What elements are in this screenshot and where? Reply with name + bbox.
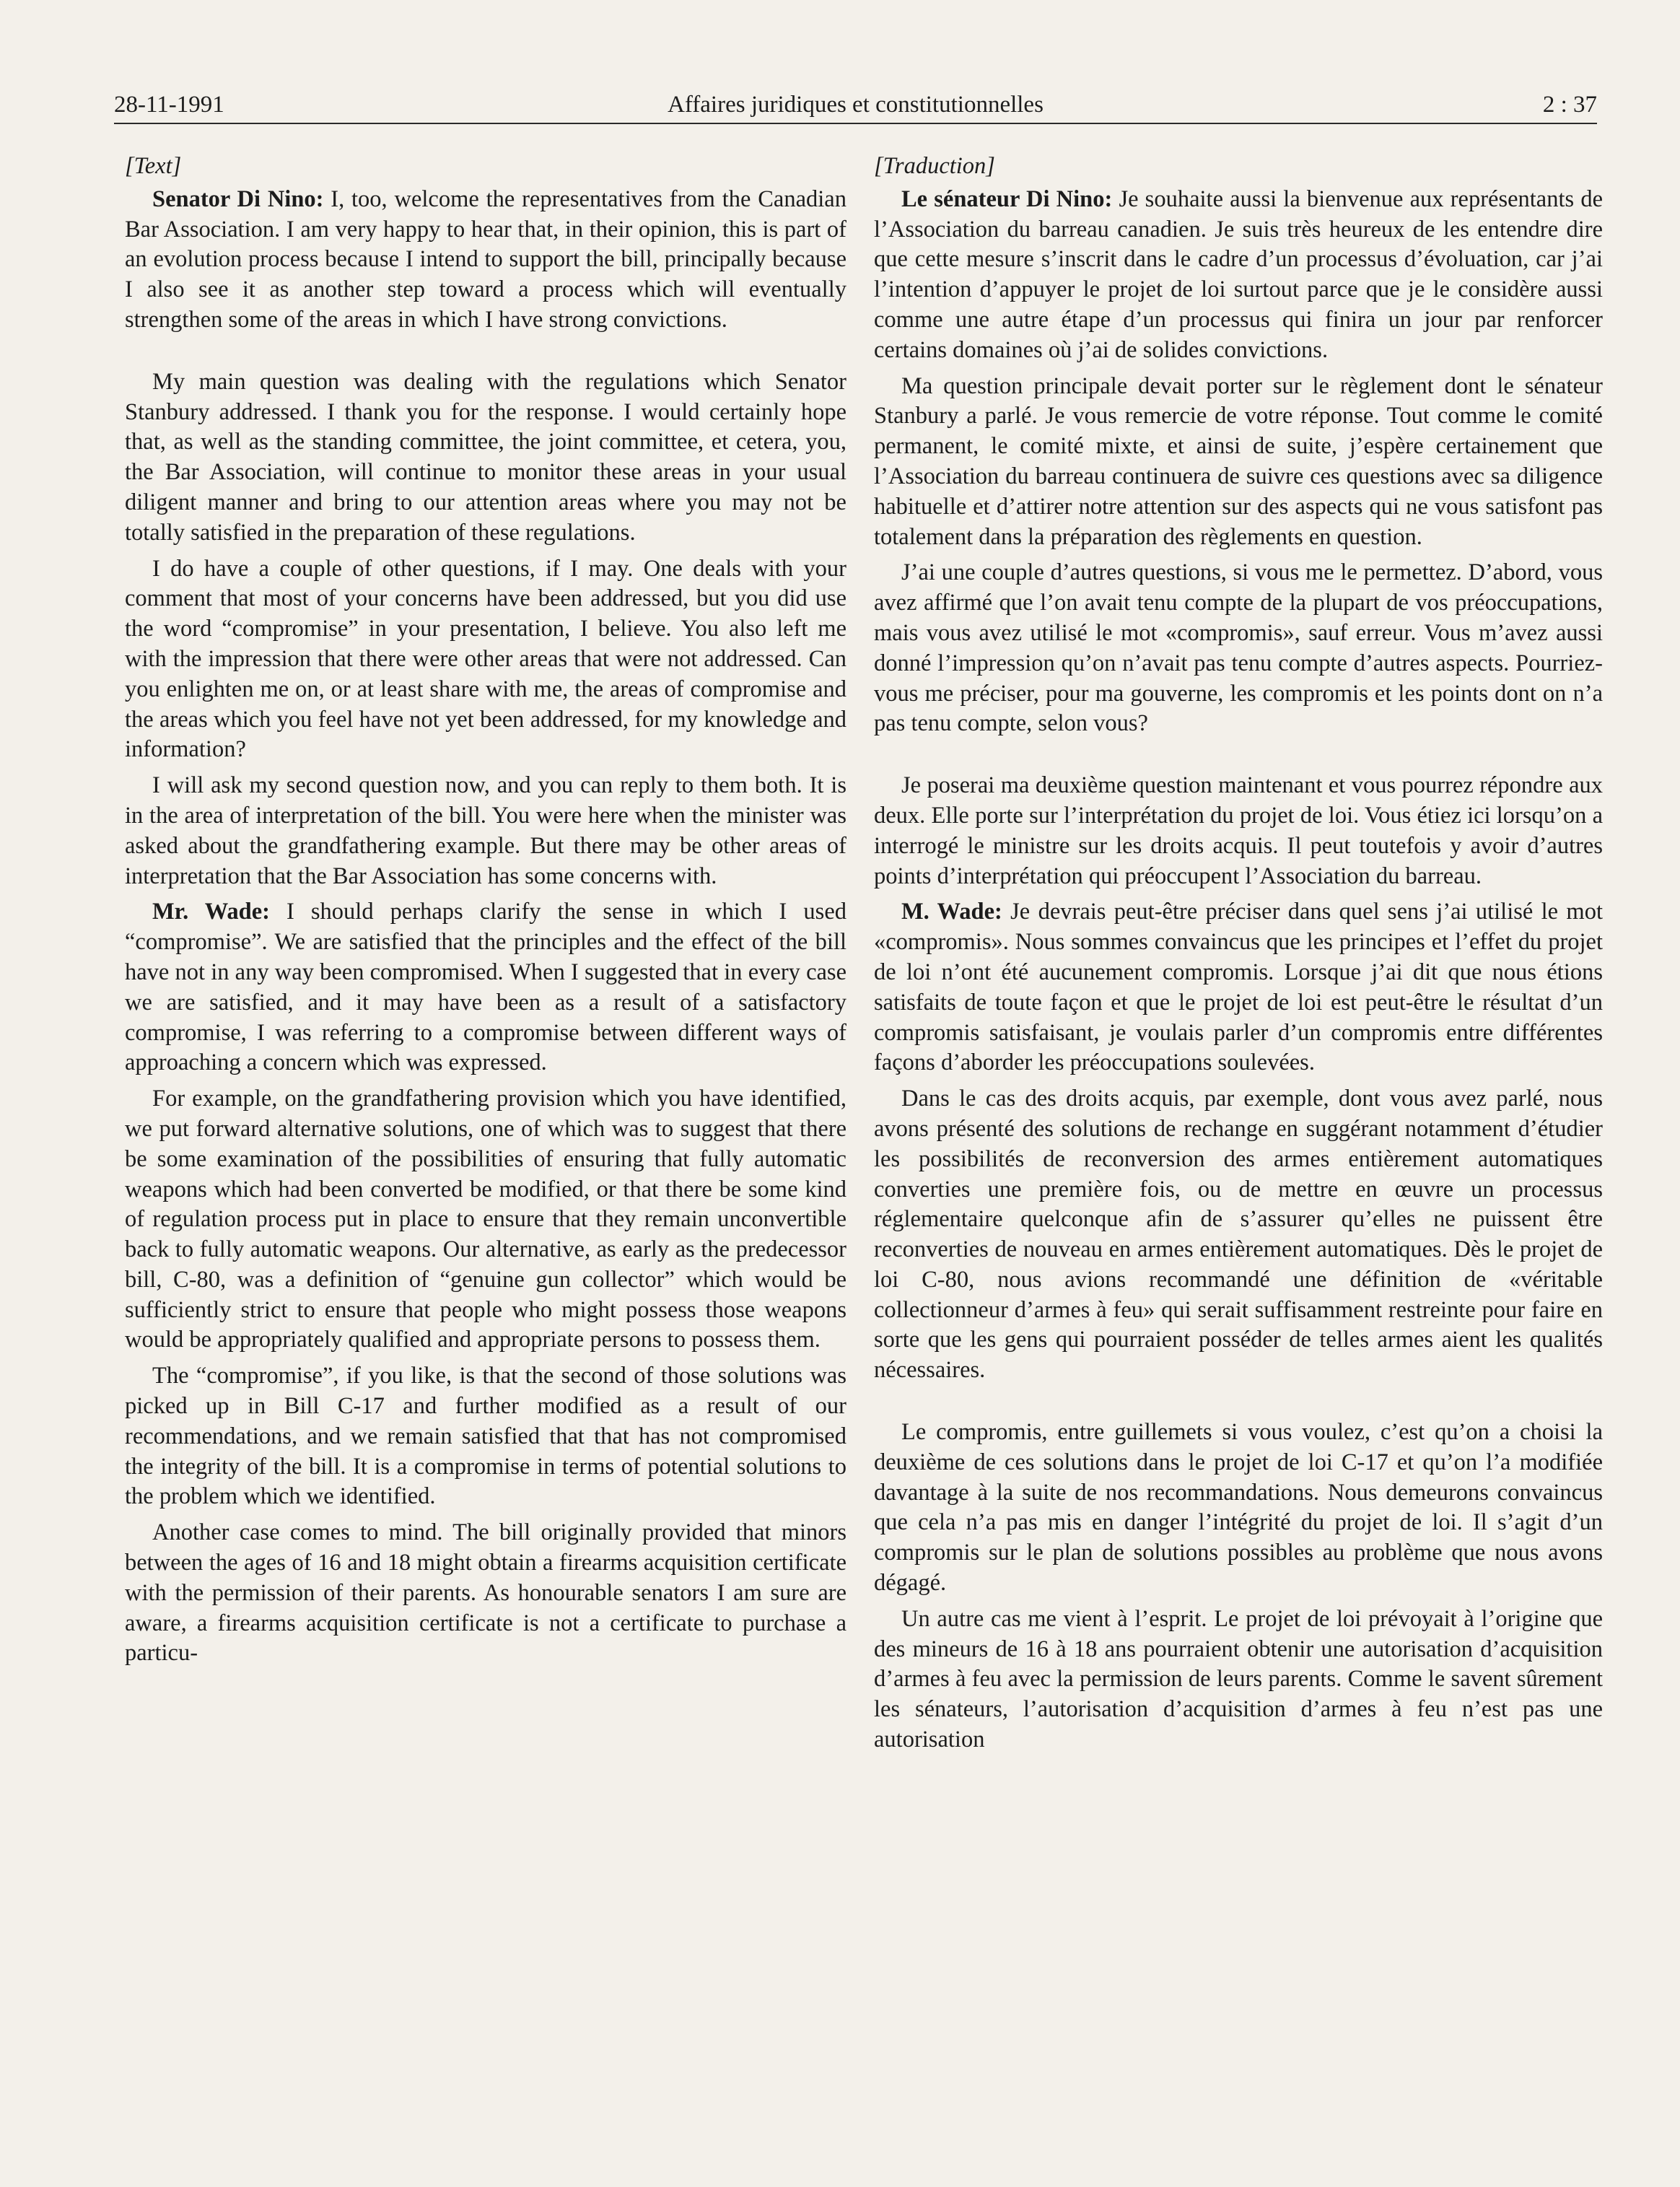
english-column xyxy=(125,152,846,1675)
paragraph: Ma question principale devait porter sur le règlement dont le sénateur Stanbury a parlé. Je vous remercie de votre réponse. Tout comme le comité permanent, le comité mixte, et ainsi de suite, j’espère certainement que l’Association du barreau continuera de suivre ces questions avec sa diligence habituelle et d’attirer notre attention sur des aspects qui ne vous satisfont pas totalement dans la préparation des règlements en question. xyxy=(874,372,1603,550)
header-title: Affaires juridiques et constitutionnelles xyxy=(668,92,1044,118)
paragraph-text: I should perhaps clarify the sense in which I used “compromise”. We are satisfied that the principles and the effect of the bill have not in any way been compromised. When I suggested that in every case we are satisfied, and it may have been as a result of a satisfactory compromise, I was referring to a compromise between different ways of approaching a concern which was expressed. xyxy=(125,899,847,1076)
paragraph xyxy=(125,897,846,1078)
paragraph: Je poserai ma deuxième question maintenant et vous pourrez répondre aux deux. Elle porte sur l’interprétation du projet de loi. Vous étiez ici lorsqu’on a interrogé le ministre sur les droits acquis. Il peut toutefois y avoir d’autres points d’interprétation qui préoccupent l’Association du barreau. xyxy=(874,772,1603,889)
paragraph: I do have a couple of other questions, if I may. One deals with your comment that most of your concerns have been addressed, but you did use the word “compromise” in your presentation, I believe. You also left me with the impression that there were other areas that were not addressed. Can you enlighten me on, or at least share with me, the areas of compromise and the areas which you feel have not yet been addressed, for my knowledge and information? xyxy=(125,555,846,763)
language-tag: [Traduction] xyxy=(874,153,995,179)
page-header xyxy=(114,81,1597,124)
paragraph: Le compromis, entre guillemets si vous voulez, c’est qu’on a choisi la deuxième de ces solutions dans le projet de loi C-17 et qu’on l’a modifiée davantage à la suite de nos recommandations. Nous demeurons convaincus que cela n’a pas mis en danger l’intégrité du projet de loi. Il s’agit d’un compromis sur le plan de solutions possibles au problème que nous avons dégagé. xyxy=(874,1419,1603,1597)
header-page-number: 2 : 37 xyxy=(1542,92,1597,118)
paragraph: For example, on the grandfathering provision which you have identified, we put forward alternative solutions, one of which was to suggest that there be some examination of the possibilities of ensuring that fully automatic weapons which had been converted be modified, or that there be some kind of regulation process put in place to ensure that they remain unconvertible back to fully automatic weapons. Our alternative, as early as the predecessor bill, C-80, was a definition of “genuine gun collector” which would be sufficiently strict to ensure that people who might possess those weapons would be appropriately qualified and appropriate persons to possess them. xyxy=(125,1086,846,1353)
header-date: 28-11-1991 xyxy=(114,92,224,118)
paragraph: J’ai une couple d’autres questions, si vous me le permettez. D’abord, vous avez affirmé que l’on avait tenu compte de la plupart de vos préoccupations, mais vous avez utilisé le mot «compromis», sauf erreur. Vous m’avez aussi donné l’impression qu’on n’avait pas tenu compte d’autres aspects. Pourriez-vous me préciser, pour ma gouverne, les compromis et les points dont on n’a pas tenu compte, selon vous? xyxy=(874,559,1603,737)
paragraph: My main question was dealing with the regulations which Senator Stanbury addressed. I thank you for the response. I would certainly hope that, as well as the standing committee, the joint committee, et cetera, you, the Bar Association, will continue to monitor these areas in your usual diligent manner and bring to our attention areas where you may not be totally satisfied in the preparation of these regulations. xyxy=(125,368,846,546)
paragraph xyxy=(125,185,846,336)
paragraph: I will ask my second question now, and you can reply to them both. It is in the area of interpretation of the bill. You were here when the minister was asked about the grandfathering example. But there may be other areas of interpretation that the Bar Association has some concerns with. xyxy=(125,772,846,889)
paragraph: The “compromise”, if you like, is that the second of those solutions was picked up in Bill C-17 and further modified as a result of our recommendations, and we remain satisfied that that has not compromised the integrity of the bill. It is a compromise in terms of potential solutions to the problem which we identified. xyxy=(125,1363,846,1510)
speaker-name: M. Wade: xyxy=(901,899,1002,925)
paragraph: Another case comes to mind. The bill originally provided that minors between the ages of 16 and 18 might obtain a firearms acquisition certificate with the permission of their parents. As honourable senators I am sure are aware, a firearms acquisition certificate is not a certificate to purchase a particu- xyxy=(125,1519,846,1667)
paragraph xyxy=(874,185,1603,366)
paragraph xyxy=(874,897,1603,1078)
language-tag: [Text] xyxy=(125,153,182,179)
paragraph-text: Je souhaite aussi la bienvenue aux représentants de l’Association du barreau canadien. Je suis très heureux de les entendre dire que cette mesure s’inscrit dans le cadre d’un processus d’évoluation, car j’ai l’intention d’appuyer le projet de loi surtout parce que je le considère aussi comme une autre étape d’un processus qui finira un jour par renforcer certains domaines où j’ai de solides convictions. xyxy=(874,185,1603,363)
paragraph: Un autre cas me vient à l’esprit. Le projet de loi prévoyait à l’origine que des mineurs de 16 à 18 ans pourraient obtenir une autorisation d’acquisition d’armes à feu avec la permission de leurs parents. Comme le savent sûrement les sénateurs, l’autorisation d’acquisition d’armes à feu n’est pas une autorisation xyxy=(874,1605,1603,1753)
speaker-name: Senator Di Nino: xyxy=(152,185,324,212)
paragraph: Dans le cas des droits acquis, par exemple, dont vous avez parlé, nous avons présenté des solutions de rechange en suggérant notamment d’étudier les possibilités de reconversion des armes entièrement automatiques converties une première fois, ou de mettre en œuvre un processus réglementaire quelconque afin de s’assurer qu’elles ne puissent être reconverties de nouveau en armes entièrement automatiques. Dès le projet de loi C-80, nous avions recommandé une définition de «véritable collectionneur d’armes à feu» qui serait suffisamment restreinte pour faire en sorte que les gens qui pourraient posséder de telles armes aient les qualités nécessaires. xyxy=(874,1086,1603,1384)
speaker-name: Le sénateur Di Nino: xyxy=(901,185,1113,212)
paragraph-text: I, too, welcome the representatives from the Canadian Bar Association. I am very happy to hear that, in their opinion, this is part of an evolution process because I intend to support the bill, principally because I also see it as another step toward a process which will eventually strengthen some of the areas in which I have strong convictions. xyxy=(125,185,846,333)
paragraph-text: Je devrais peut-être préciser dans quel sens j’ai utilisé le mot «compromis». Nous sommes convaincus que les principes et l’effet du projet de loi n’ont été aucunement compromis. Lorsque j’ai dit que nous étions satisfaits de toute façon et que le projet de loi est peut-être le résultat d’un compromis satisfaisant, je voulais parler d’un compromis entre différentes façons d’aborder les préoccupations soulevées. xyxy=(874,899,1603,1076)
french-column xyxy=(874,152,1603,1761)
speaker-name: Mr. Wade: xyxy=(152,899,270,925)
